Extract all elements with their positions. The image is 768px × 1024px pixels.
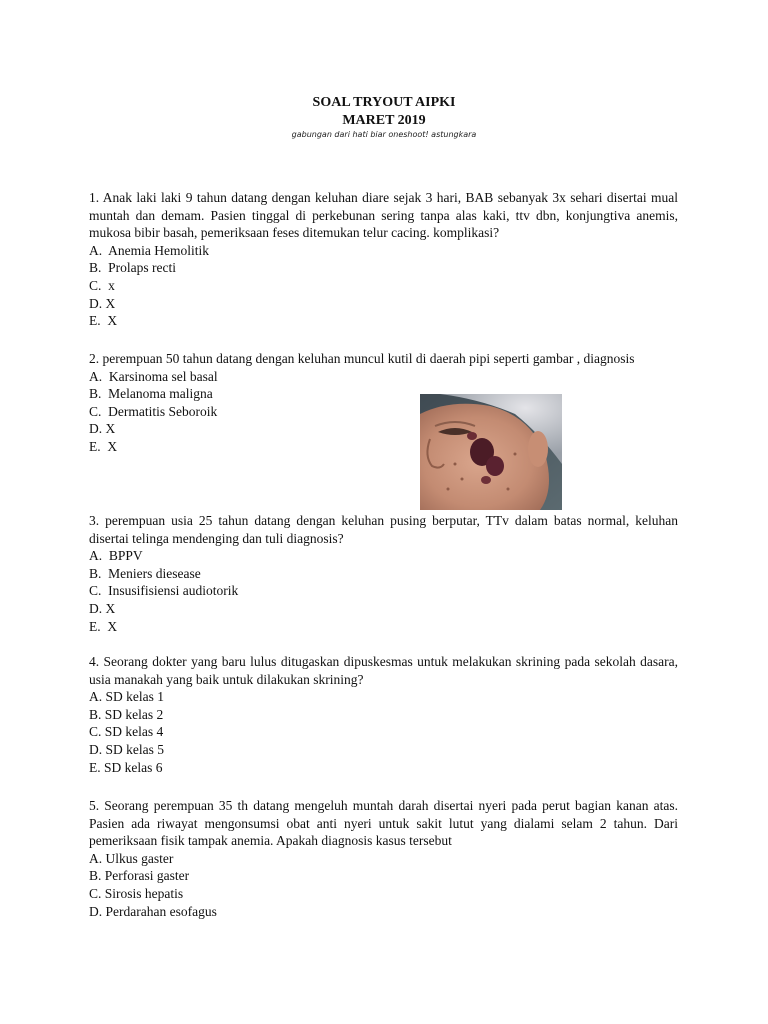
option-d: D. SD kelas 5 (89, 741, 164, 757)
question-4 (89, 653, 678, 776)
option-b: B. Melanoma maligna (89, 386, 213, 402)
question-stem: 2. perempuan 50 tahun datang dengan keluhan muncul kutil di daerah pipi seperti gambar , diagnosis (89, 351, 635, 366)
option-c: C. Sirosis hepatis (89, 885, 184, 901)
option-c: C. Insusifisiensi audiotorik (89, 583, 239, 599)
question-2 (89, 350, 678, 456)
option-e: E. X (89, 438, 118, 454)
option-b: B. Perforasi gaster (89, 868, 190, 884)
option-a: A. SD kelas 1 (89, 689, 164, 705)
option-c: C. Dermatitis Seboroik (89, 403, 218, 419)
option-e: E. X (89, 618, 118, 634)
option-e: E. SD kelas 6 (89, 759, 163, 775)
option-c: C. SD kelas 4 (89, 724, 164, 740)
option-a: A. BPPV (89, 548, 143, 564)
option-a: A. Ulkus gaster (89, 850, 174, 866)
option-a: A. Karsinoma sel basal (89, 368, 218, 384)
document-title: SOAL TRYOUT AIPKI (312, 95, 456, 110)
face-lesion-photo (420, 394, 562, 510)
option-b: B. Meniers diesease (89, 565, 201, 581)
option-d: D. Perdarahan esofagus (89, 903, 217, 919)
question-stem: 4. Seorang dokter yang baru lulus ditugaskan dipuskesmas untuk melakukan skrining pada sekolah dasara, usia manakah yang baik untuk dilakukan skrining? (89, 654, 678, 687)
document-subtitle: gabungan dari hati biar oneshoot! astungkara (291, 130, 477, 139)
option-a: A. Anemia Hemolitik (89, 242, 209, 258)
option-d: D. X (89, 295, 116, 311)
option-b: B. Prolaps recti (89, 260, 176, 276)
question-3 (89, 512, 678, 635)
question-1 (89, 189, 678, 330)
question-stem: 5. Seorang perempuan 35 th datang mengeluh muntah darah disertai nyeri pada perut bagian kanan atas. Pasien ada riwayat mengonsumsi obat anti nyeri untuk sakit lutut yang dialami selam 2 tahun. Dari pemeriksaan fisik tampak anemia. Apakah diagnosis kasus tersebut (89, 798, 678, 849)
option-d: D. X (89, 600, 116, 616)
question-5 (89, 797, 678, 920)
document-date: MARET 2019 (342, 113, 426, 128)
option-d: D. X (89, 421, 116, 437)
option-c: C. x (89, 277, 115, 293)
option-b: B. SD kelas 2 (89, 706, 164, 722)
option-e: E. X (89, 313, 118, 329)
question-stem: 1. Anak laki laki 9 tahun datang dengan keluhan diare sejak 3 hari, BAB sebanyak 3x sehari disertai mual muntah dan demam. Pasien tinggal di perkebunan sering tanpa alas kaki, ttv dbn, konjungtiva anemis, mukosa bibir basah, pemeriksaan feses ditemukan telur cacing. komplikasi? (89, 190, 678, 241)
question-stem: 3. perempuan usia 25 tahun datang dengan keluhan pusing berputar, TTv dalam batas normal, keluhan disertai telinga mendenging dan tuli diagnosis? (89, 513, 678, 546)
